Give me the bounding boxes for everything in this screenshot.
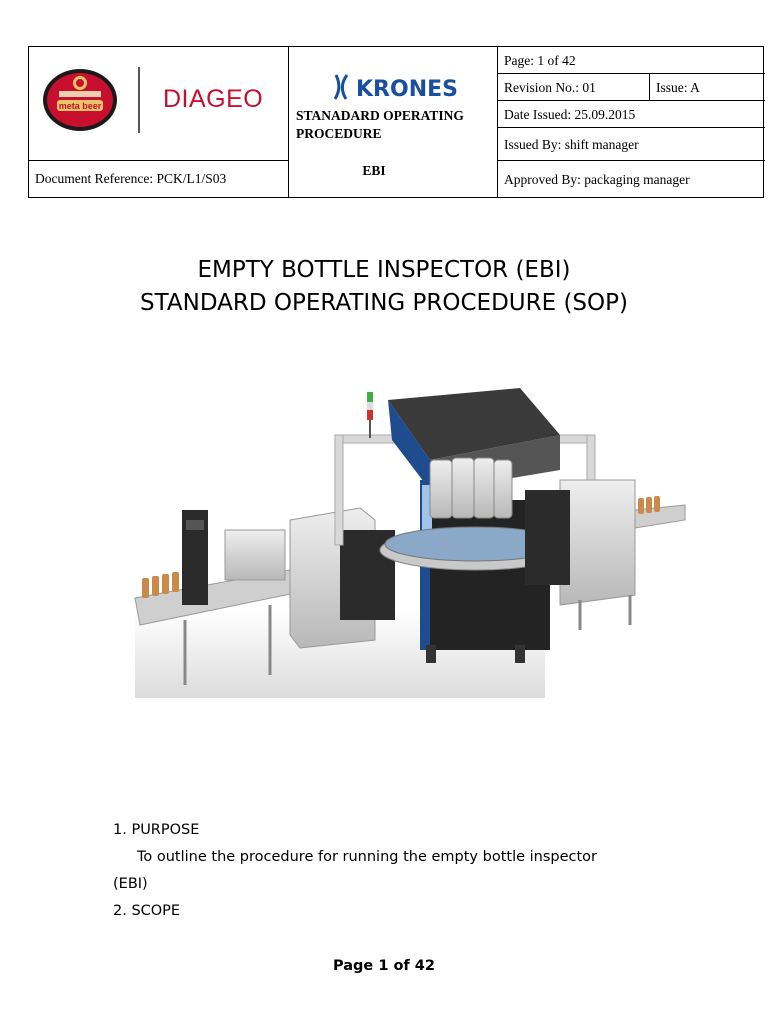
page-number-cell: Page: 1 of 42 xyxy=(504,52,576,68)
purpose-text-line2: (EBI) xyxy=(113,876,148,892)
center-cell xyxy=(290,47,497,199)
ebi-machine-illustration xyxy=(130,380,690,700)
document-header-table xyxy=(28,46,764,198)
svg-text:meta beer: meta beer xyxy=(58,101,102,111)
krones-logo xyxy=(330,71,460,103)
scope-heading: 2. SCOPE xyxy=(113,903,181,919)
ebi-title-cell: EBI xyxy=(362,163,386,178)
krones-logo-text: KRONES xyxy=(356,77,458,102)
logo-divider xyxy=(138,67,140,133)
revision-cell: Revision No.: 01 xyxy=(504,79,596,95)
diageo-logo: DIAGEO xyxy=(163,85,264,113)
page-footer: Page 1 of 42 xyxy=(333,958,435,974)
document-title-line2: STANDARD OPERATING PROCEDURE (SOP) xyxy=(140,290,628,316)
sop-title-cell: STANADARD OPERATING PROCEDURE xyxy=(296,108,464,141)
document-reference: Document Reference: PCK/L1/S03 xyxy=(35,171,227,186)
issued-by-cell: Issued By: shift manager xyxy=(504,136,639,152)
purpose-text-line1: To outline the procedure for running the empty bottle inspector xyxy=(137,849,598,865)
purpose-heading: 1. PURPOSE xyxy=(113,822,200,838)
date-issued-cell: Date Issued: 25.09.2015 xyxy=(504,106,636,122)
document-title-line1: EMPTY BOTTLE INSPECTOR (EBI) xyxy=(197,257,571,283)
issue-cell: Issue: A xyxy=(656,79,700,95)
meta-beer-logo xyxy=(41,67,119,133)
approved-by-cell: Approved By: packaging manager xyxy=(504,172,690,187)
logos-cell xyxy=(29,47,289,161)
